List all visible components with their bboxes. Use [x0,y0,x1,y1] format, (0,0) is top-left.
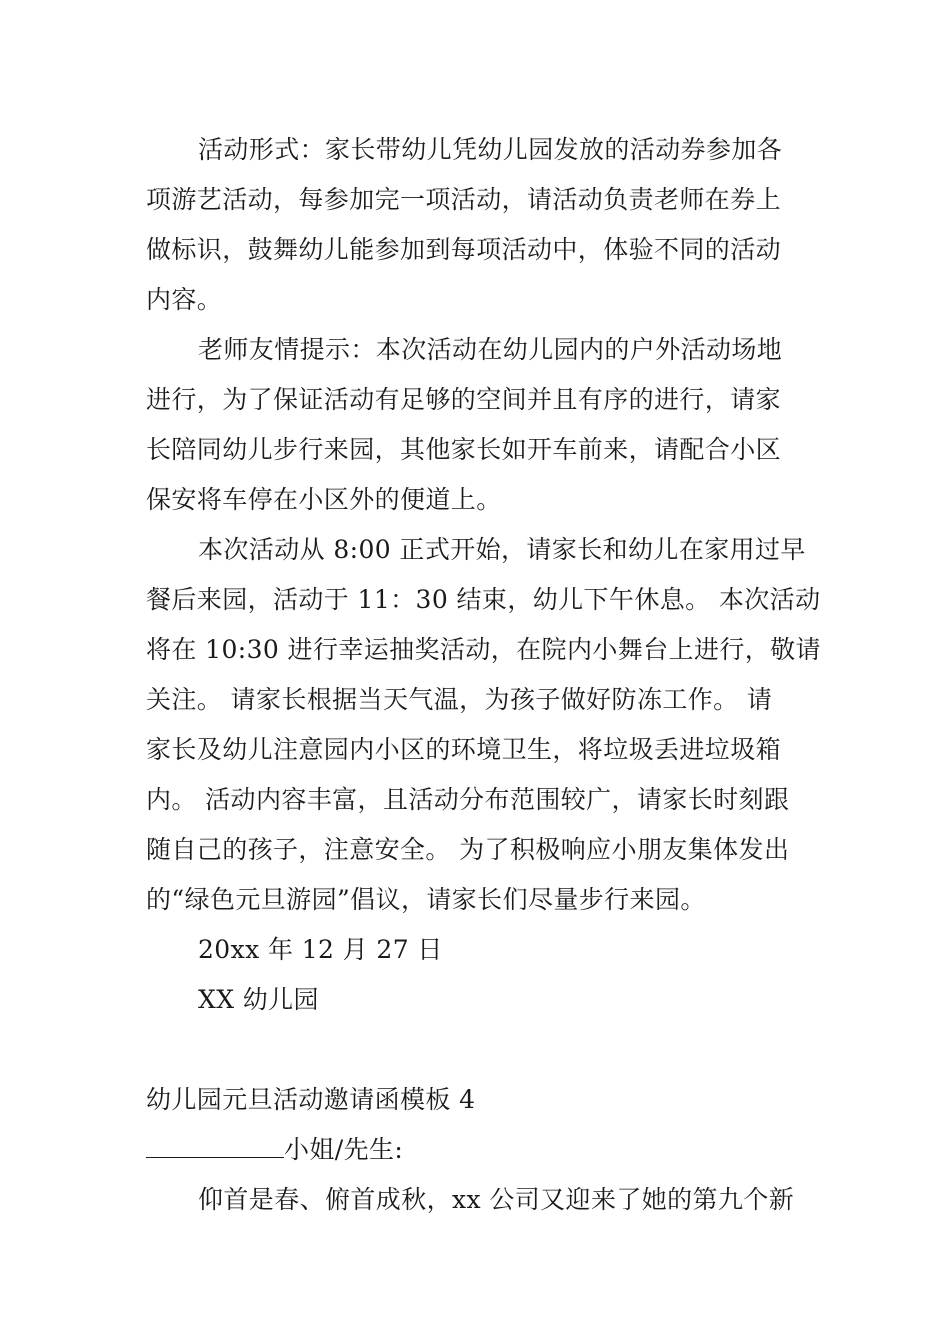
salutation-line [146,1133,816,1167]
paragraph-1-line-1: 活动形式：家长带幼儿凭幼儿园发放的活动券参加各 [198,135,783,164]
paragraph-1-line-3: 做标识，鼓舞幼儿能参加到每项活动中，体验不同的活动 [146,235,782,264]
paragraph-3-line-1: 本次活动从 8:00 正式开始，请家长和幼儿在家用过早 [198,535,806,564]
paragraph-3-line-5: 家长及幼儿注意园内小区的环境卫生，将垃圾丢进垃圾箱 [146,735,782,764]
paragraph-2-line-1: 老师友情提示：本次活动在幼儿园内的户外活动场地 [198,335,783,364]
salutation-text: 小姐/先生: [284,1135,404,1164]
letter-signature: XX 幼儿园 [198,985,319,1014]
letter-date: 20xx 年 12 月 27 日 [198,935,443,964]
paragraph-1-line-2: 项游艺活动，每参加完一项活动，请活动负责老师在券上 [146,185,782,214]
paragraph-2-line-4: 保安将车停在小区外的便道上。 [146,485,502,514]
paragraph-2-line-2: 进行，为了保证活动有足够的空间并且有序的进行，请家 [146,385,782,414]
paragraph-3-line-4: 关注。 请家长根据当天气温，为孩子做好防冻工作。 请 [146,685,773,714]
paragraph-3-line-6: 内。 活动内容丰富，且活动分布范围较广，请家长时刻跟 [146,785,790,814]
next-paragraph-line-1: 仰首是春、俯首成秋，xx 公司又迎来了她的第九个新 [198,1185,795,1214]
paragraph-3-line-2: 餐后来园，活动于 11：30 结束，幼儿下午休息。 本次活动 [146,585,821,614]
paragraph-3-line-8: 的“绿色元旦游园”倡议，请家长们尽量步行来园。 [146,885,706,914]
section-title: 幼儿园元旦活动邀请函模板 4 [146,1085,476,1114]
paragraph-3-line-7: 随自己的孩子，注意安全。 为了积极响应小朋友集体发出 [146,835,790,864]
paragraph-3-line-3: 将在 10:30 进行幸运抽奖活动，在院内小舞台上进行，敬请 [146,635,821,664]
name-blank [146,1135,284,1158]
paragraph-1-line-4: 内容。 [146,285,223,314]
paragraph-2-line-3: 长陪同幼儿步行来园，其他家长如开车前来，请配合小区 [146,435,782,464]
